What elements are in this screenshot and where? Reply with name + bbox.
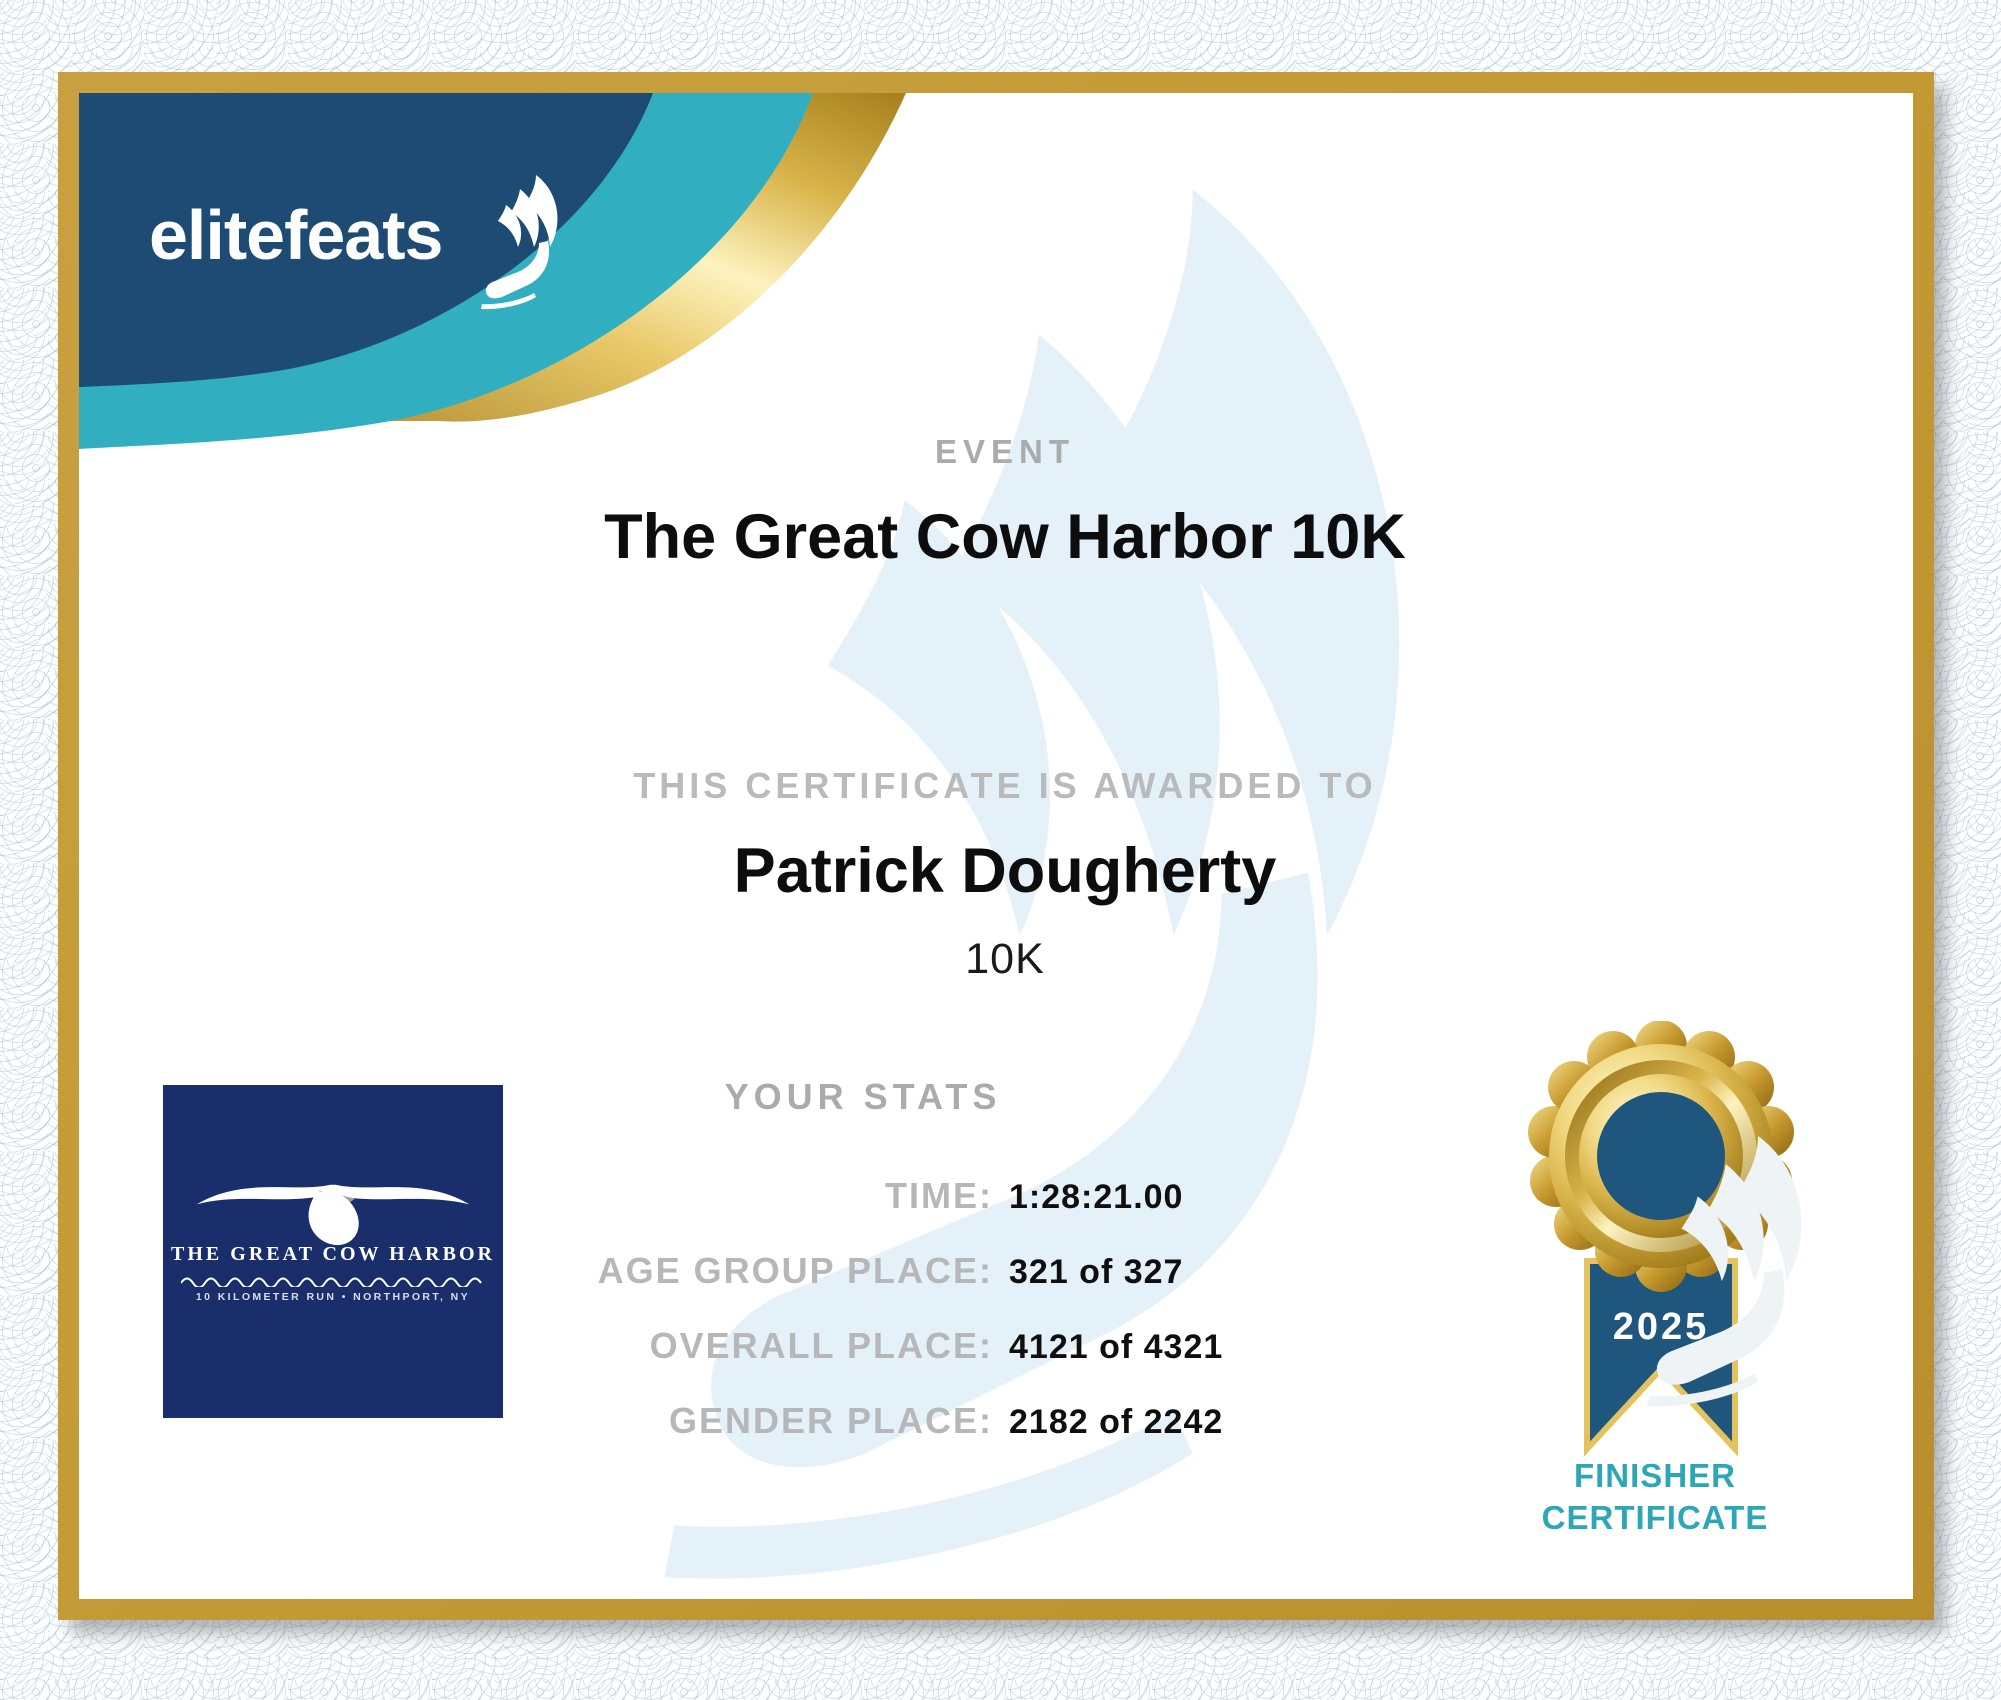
elitefeats-logo-text: elitefeats [149,196,443,274]
medal-year: 2025 [1612,1306,1710,1348]
stat-value: 321 of 327 [1009,1253,1184,1291]
event-label: EVENT [934,433,1076,470]
finisher-medal [1521,1021,1801,1471]
stat-row-overall-place [393,1325,1293,1400]
cow-harbor-logo [163,1085,503,1418]
stat-label: GENDER PLACE: [668,1400,993,1441]
elitefeats-logo [145,173,565,403]
finisher-caption [1490,1455,1820,1539]
wave-divider [181,1275,485,1287]
stat-row-time [393,1175,1293,1250]
event-name: The Great Cow Harbor 10K [604,502,1406,572]
stat-row-gender-place [393,1400,1293,1475]
stat-label: TIME: [885,1175,993,1216]
stat-row-age-group-place [393,1250,1293,1325]
finisher-caption-line1: FINISHER [1573,1457,1736,1494]
seagull-icon [173,1157,493,1257]
stat-value: 1:28:21.00 [1009,1178,1184,1216]
gold-frame [58,72,1934,1620]
your-stats-heading: YOUR STATS [724,1076,1002,1117]
stats-list [393,1175,1293,1475]
stat-label: AGE GROUP PLACE: [597,1250,993,1291]
stat-value: 2182 of 2242 [1009,1403,1224,1441]
winged-foot-icon [470,165,570,317]
certificate-body [79,93,1913,1599]
finisher-caption-line2: CERTIFICATE [1541,1499,1769,1536]
cow-harbor-subtitle: 10 KILOMETER RUN • NORTHPORT, NY [195,1291,471,1303]
awarded-to-label: THIS CERTIFICATE IS AWARDED TO [633,765,1377,806]
stat-value: 4121 of 4321 [1009,1328,1224,1366]
cow-harbor-title: THE GREAT COW HARBOR [171,1243,495,1265]
recipient-name: Patrick Dougherty [733,836,1277,906]
stat-label: OVERALL PLACE: [649,1325,993,1366]
division-label: 10K [965,935,1045,983]
